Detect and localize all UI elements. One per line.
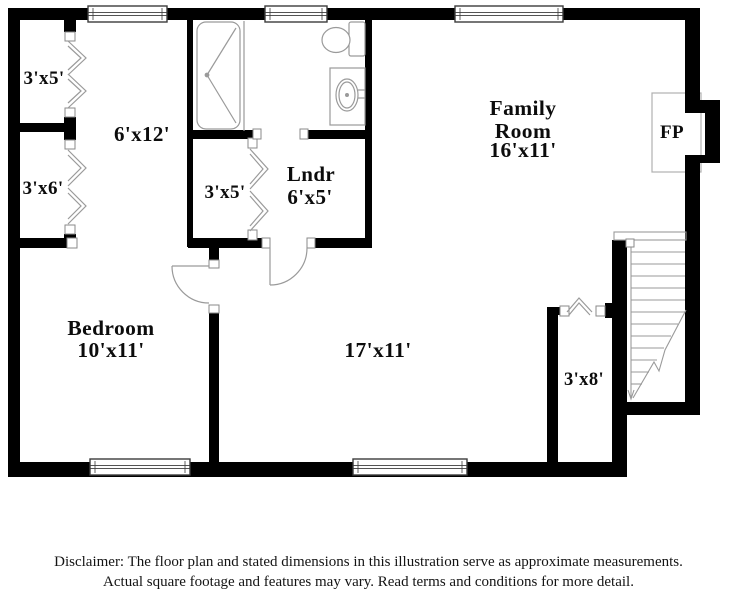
bifold-doors-closet-left xyxy=(68,150,86,224)
label-rec-room: 17'x11' xyxy=(344,338,412,362)
bifold-door xyxy=(68,41,86,75)
wall-bathroom-bottom-left xyxy=(187,130,253,139)
window-symbol xyxy=(90,459,190,475)
toilet-tank xyxy=(349,22,365,56)
door-jamb xyxy=(65,140,75,149)
label-closet-top-left: 3'x5' xyxy=(23,68,65,89)
window-symbol xyxy=(88,6,167,22)
door-jamb xyxy=(209,260,219,268)
bifold-door xyxy=(68,150,86,186)
bifold-door xyxy=(68,79,81,103)
bifold-door xyxy=(68,188,86,224)
door-swing-arc xyxy=(172,266,209,303)
wall-stub xyxy=(64,20,76,32)
disclaimer-line-2: Actual square footage and features may vary. Read terms and conditions for more detail. xyxy=(103,574,634,590)
label-fireplace: FP xyxy=(659,122,685,143)
wall-stub xyxy=(64,117,76,132)
wall-bedroom-right xyxy=(209,313,219,462)
wall-mid-right xyxy=(313,238,372,248)
label-closet-stairs: 3'x8' xyxy=(563,370,605,390)
wall-bedroom-top xyxy=(8,238,67,248)
bedroom-door xyxy=(172,266,209,303)
door-jamb xyxy=(626,239,634,247)
bifold-door-closet-stairs xyxy=(567,298,592,315)
bifold-door xyxy=(68,193,81,219)
door-jamb xyxy=(209,305,219,313)
wall-stub xyxy=(64,132,76,140)
bifold-door xyxy=(250,191,268,231)
label-family-room-dims: 16'x11' xyxy=(489,138,557,162)
door-jamb xyxy=(262,238,270,248)
bifold-doors-closet-top-left xyxy=(68,41,86,108)
shower-pan xyxy=(197,22,240,129)
bifold-door xyxy=(68,74,86,108)
door-jamb xyxy=(253,129,261,139)
door-jamb xyxy=(307,238,315,248)
label-bedroom-name: Bedroom xyxy=(67,316,155,340)
bifold-door xyxy=(68,46,81,70)
door-jamb xyxy=(65,32,75,41)
wall-stairwell-left xyxy=(612,240,627,477)
toilet xyxy=(322,22,365,56)
door-jamb xyxy=(65,225,75,234)
label-family-room-line2: Room xyxy=(494,119,552,143)
door-swing-arc xyxy=(270,248,307,285)
bifold-door xyxy=(250,149,268,189)
window-symbol xyxy=(265,6,327,22)
window-symbol xyxy=(455,6,563,22)
label-bedroom-dims: 10'x11' xyxy=(77,338,145,362)
wall-stub-closet-stairs-right xyxy=(605,303,615,318)
door-jamb xyxy=(67,238,77,248)
wall-family-room-left xyxy=(365,20,372,247)
sink-vanity xyxy=(330,68,365,125)
wall-closet-stairs-left xyxy=(547,307,558,462)
door-jamb xyxy=(300,129,308,139)
stair-break-line xyxy=(633,310,686,398)
laundry-door xyxy=(270,248,307,285)
disclaimer xyxy=(0,552,737,592)
label-laundry-name: Lndr xyxy=(286,162,336,186)
door-jamb xyxy=(596,306,605,316)
door-jamb xyxy=(248,230,257,240)
shower-drain xyxy=(205,73,209,77)
shower xyxy=(197,21,244,131)
label-closet-left: 3'x6' xyxy=(22,178,64,199)
wall-exterior-right-with-fireplace-bump xyxy=(685,8,720,415)
label-laundry-dims: 6'x5' xyxy=(287,185,333,209)
window-symbol xyxy=(353,459,467,475)
wall-bathroom-bottom-right xyxy=(308,130,372,139)
bifold-door xyxy=(569,303,590,315)
label-closet-middle: 3'x5' xyxy=(204,182,246,203)
bifold-door xyxy=(567,298,592,312)
sink-drain xyxy=(346,94,349,97)
door-jamb xyxy=(65,108,75,117)
label-hall: 6'x12' xyxy=(113,122,171,146)
disclaimer-line-1: Disclaimer: The floor plan and stated dimensions in this illustration serve as approximate measurements. xyxy=(54,554,683,570)
stair-landing xyxy=(614,232,686,240)
wall-stub-bedroom-door xyxy=(209,248,219,260)
toilet-bowl xyxy=(322,28,350,53)
bifold-door xyxy=(250,196,263,226)
label-family-room-line1: Family xyxy=(489,96,557,120)
bathroom-fixtures xyxy=(197,21,365,131)
bifold-doors-closet-middle xyxy=(250,149,268,231)
bifold-door xyxy=(250,154,263,184)
bifold-door xyxy=(68,155,81,181)
